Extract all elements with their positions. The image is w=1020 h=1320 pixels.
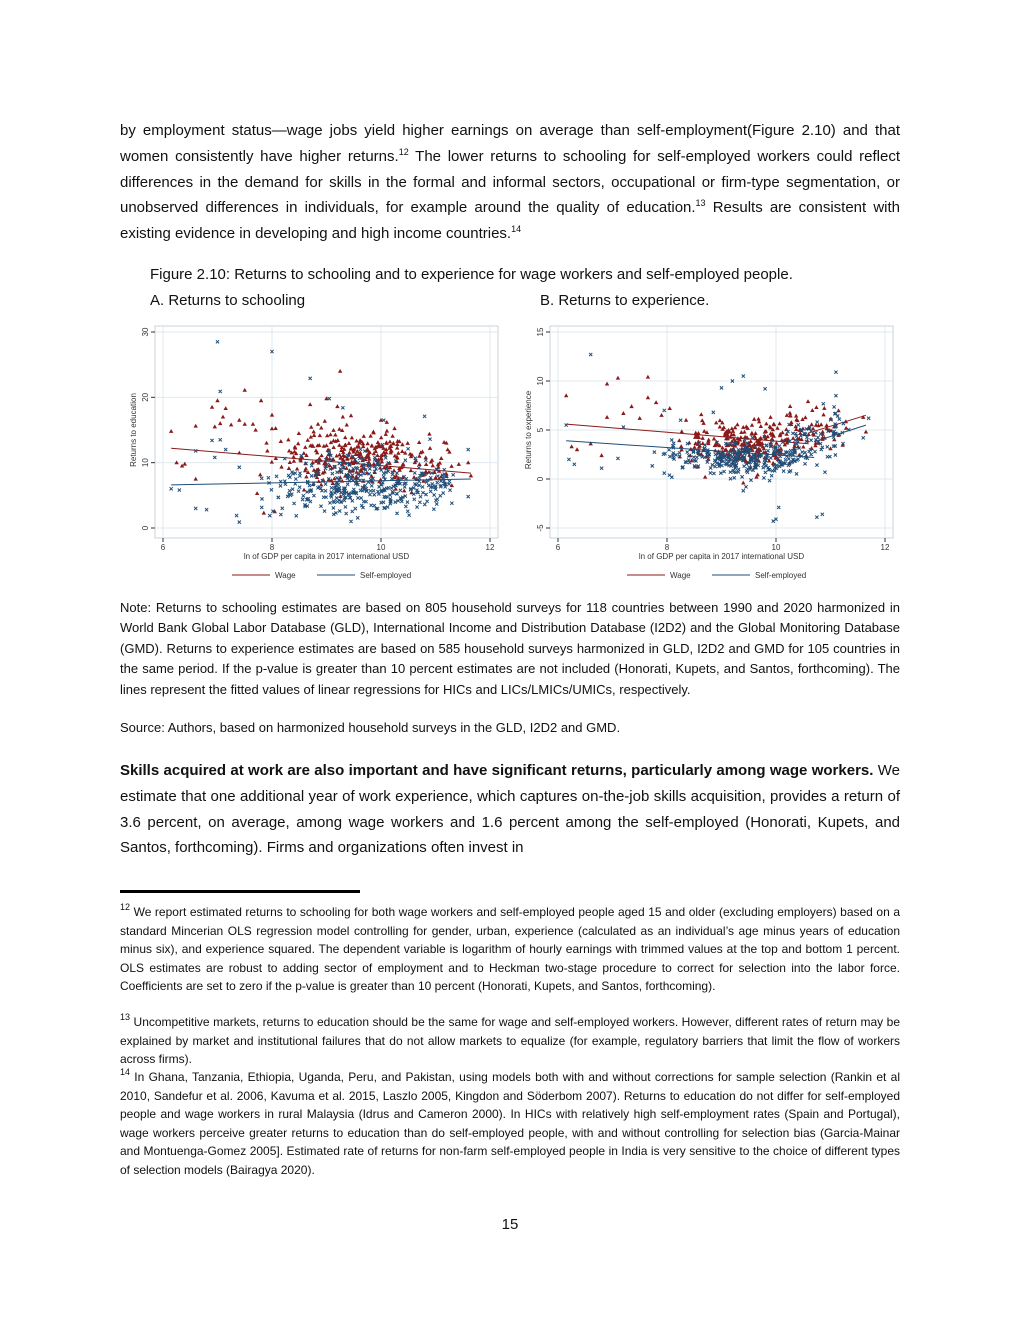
y-tick-label: 10: [141, 458, 150, 468]
y-axis-title: Returns to experience: [524, 390, 533, 470]
text: Results are consistent with existing evidence in developing and high income countries.: [120, 199, 900, 243]
y-tick-label: 0: [141, 525, 150, 531]
x-tick-label: 6: [160, 543, 166, 552]
legend-wage-label: Wage: [275, 571, 296, 580]
footnote-number: 12: [120, 902, 131, 912]
chart-returns-to-schooling: [120, 318, 505, 590]
x-tick-label: 8: [664, 543, 670, 552]
figure-note: Note: Returns to schooling estimates are based on 805 household surveys for 118 countries between 1990 and 2020 harmonized in World Bank Global Labor Database (GLD), International Income and Distribution Database (I2D2) and the Global Monitoring Database (GMD). Returns to experience estimates are based on 585 household surveys harmonized in GLD, I2D2 and GMD for 105 countries in the same period. If the p-value is greater than 10 percent estimates are not included (Honorati, Kupets, and Santos, forthcoming). The lines represent the fitted values of linear regressions for HICs and LICs/LMICs/UMICs, respectively.: [120, 600, 900, 697]
y-tick-label: 10: [536, 376, 545, 386]
footnote-ref[interactable]: 12: [398, 146, 409, 157]
x-tick-label: 12: [880, 543, 890, 552]
text: The lower returns to schooling for self-employed workers could reflect differences in the demand for skills in the formal and informal sectors, occupational or firm-type segmentation, or unobserved differences in individuals, for example around the quality of education.: [120, 147, 900, 217]
x-axis-title: ln of GDP per capita in 2017 international USD: [638, 552, 805, 561]
footnote-12: [120, 903, 900, 996]
y-tick-label: 30: [141, 327, 150, 337]
intro-paragraph: [120, 118, 900, 247]
x-tick-label: 10: [376, 543, 386, 552]
legend-self-employed-label: Self-employed: [360, 571, 412, 580]
lead-sentence: Skills acquired at work are also important and have significant returns, particularly among wage workers.: [120, 762, 874, 779]
x-axis-title: ln of GDP per capita in 2017 international USD: [243, 552, 410, 561]
page-number: 15: [501, 1216, 519, 1233]
skills-paragraph: [120, 758, 900, 861]
footnote-number: 13: [120, 1012, 131, 1022]
y-axis-title: Returns to education: [129, 393, 138, 467]
y-tick-label: 5: [536, 427, 545, 433]
x-tick-label: 6: [555, 543, 561, 552]
footnote-number: 14: [120, 1067, 131, 1077]
figure-source: Source: Authors, based on harmonized household surveys in the GLD, I2D2 and GMD.: [120, 720, 621, 735]
chart-returns-to-experience: [515, 318, 900, 590]
figure-caption: Figure 2.10: Returns to schooling and to experience for wage workers and self-employed people.: [150, 266, 793, 283]
panel-a-title: A. Returns to schooling: [150, 292, 306, 309]
footnote-14: [120, 1068, 900, 1179]
footnote-text: Uncompetitive markets, returns to education should be the same for wage and self-employed workers. However, different rates of return may be explained by market and institutional failures that do not allow markets to equalize (for example, regulatory barriers that limit the flow of workers across firms).: [120, 1015, 900, 1066]
legend-self-employed-label: Self-employed: [755, 571, 807, 580]
plot-frame: [155, 326, 498, 538]
panel-b-title: B. Returns to experience.: [540, 292, 710, 309]
footnote-ref[interactable]: 13: [695, 198, 706, 209]
footnote-13: [120, 1013, 900, 1069]
footnote-text: We report estimated returns to schooling for both wage workers and self-employed people aged 15 and older (excluding employers) based on a standard Mincerian OLS regression model controlling for gender, urban, experience (calculated as an individual’s age minus years of education minus six), and experience squared. The dependent variable is logarithm of hourly earnings with trimmed values at the top and bottom 1 percent. OLS estimates are robust to adding sector of employment and to Heckman two-stage procedure to correct for selection into the labor force. Coefficients are set to zero if the p-value is greater than 10 percent (Honorati, Kupets, and Santos, forthcoming).: [120, 905, 900, 993]
y-tick-label: -5: [536, 524, 545, 532]
x-tick-label: 8: [269, 543, 275, 552]
footnote-ref[interactable]: 14: [511, 224, 522, 235]
x-tick-label: 10: [771, 543, 781, 552]
footnote-divider: [120, 890, 360, 893]
legend-wage-label: Wage: [670, 571, 691, 580]
y-tick-label: 0: [536, 476, 545, 482]
text: We estimate that one additional year of work experience, which captures on-the-job skills acquisition, provides a return of 3.6 percent, on average, among wage workers and 1.6 percent among the self-employed (Honorati, Kupets, and Santos, forthcoming). Firms and organizations often invest in: [120, 762, 901, 857]
text: by employment status—wage jobs yield higher earnings on average than self-employment(Figure 2.10) and that women consistently have higher returns.: [120, 122, 900, 165]
y-tick-label: 15: [536, 327, 545, 337]
x-tick-label: 12: [485, 543, 495, 552]
y-tick-label: 20: [141, 392, 150, 402]
footnote-text: In Ghana, Tanzania, Ethiopia, Uganda, Peru, and Pakistan, using models both with and without corrections for sample selection (Rankin et al 2010, Sandefur et al. 2006, Kavuma et al. 2015, Laszlo 2005, Kingdon and Söderbom 2007). Returns to education do not differ for self-employed people and wage workers in rural Malaysia (Idrus and Cameron 2000). In HICs with relatively high self-employment rates (Spain and Portugal), wage workers perceive greater returns to education than do self-employed people, with and without controlling for selection bias (Garcia-Mainar and Montuenga-Gomez 2005]. Estimated rate of returns for non-farm self-employed people in India is very sensitive to the choice of different types of selection models (Bairagya 2020).: [120, 1070, 900, 1177]
